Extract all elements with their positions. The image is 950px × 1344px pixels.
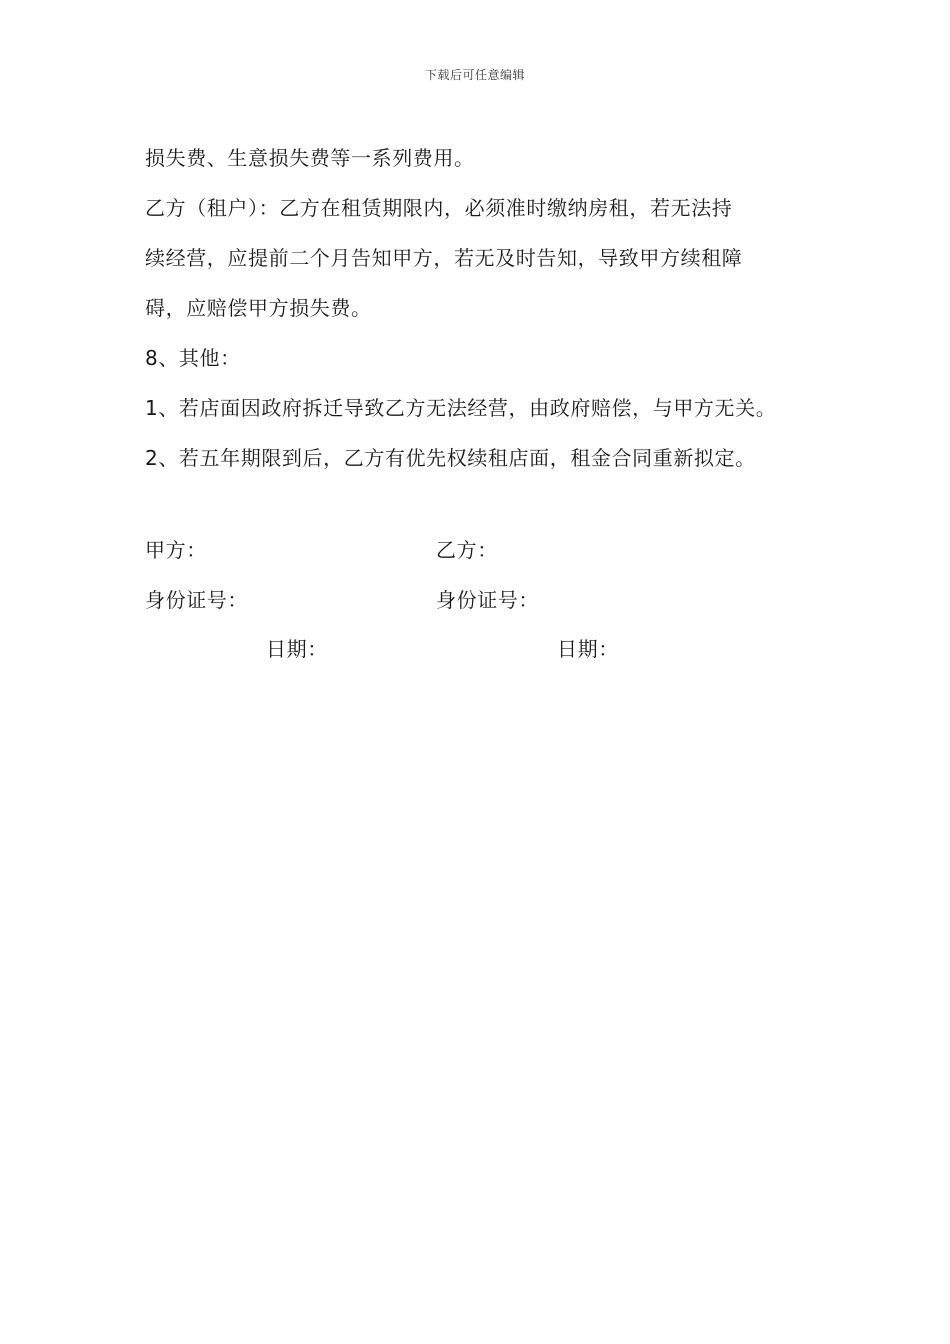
body-line-4: 碍，应赔偿甲方损失费。: [145, 296, 372, 320]
signature-party-a-label: 甲方：: [145, 538, 207, 562]
signature-party-b-date-label: 日期：: [557, 637, 619, 661]
clause-2: 2、若五年期限到后，乙方有优先权续租店面，租金合同重新拟定。: [145, 446, 756, 470]
signature-party-a-date-label: 日期：: [266, 637, 328, 661]
body-line-1: 损失费、生意损失费等一系列费用。: [145, 146, 475, 170]
body-line-2: 乙方（租户）：乙方在租赁期限内，必须准时缴纳房租，若无法持: [145, 196, 733, 220]
page-header: 下载后可任意编辑: [424, 68, 525, 82]
body-line-3: 续经营，应提前二个月告知甲方，若无及时告知，导致甲方续租障: [145, 246, 743, 270]
signature-party-a-id-label: 身份证号：: [145, 588, 248, 612]
document-body: [145, 133, 835, 483]
clause-1: 1、若店面因政府拆迁导致乙方无法经营，由政府赔偿，与甲方无关。: [145, 396, 777, 420]
section-heading-other: 8、其他：: [145, 346, 241, 370]
signature-party-b-id-label: 身份证号：: [436, 588, 539, 612]
signature-party-b-label: 乙方：: [436, 538, 498, 562]
